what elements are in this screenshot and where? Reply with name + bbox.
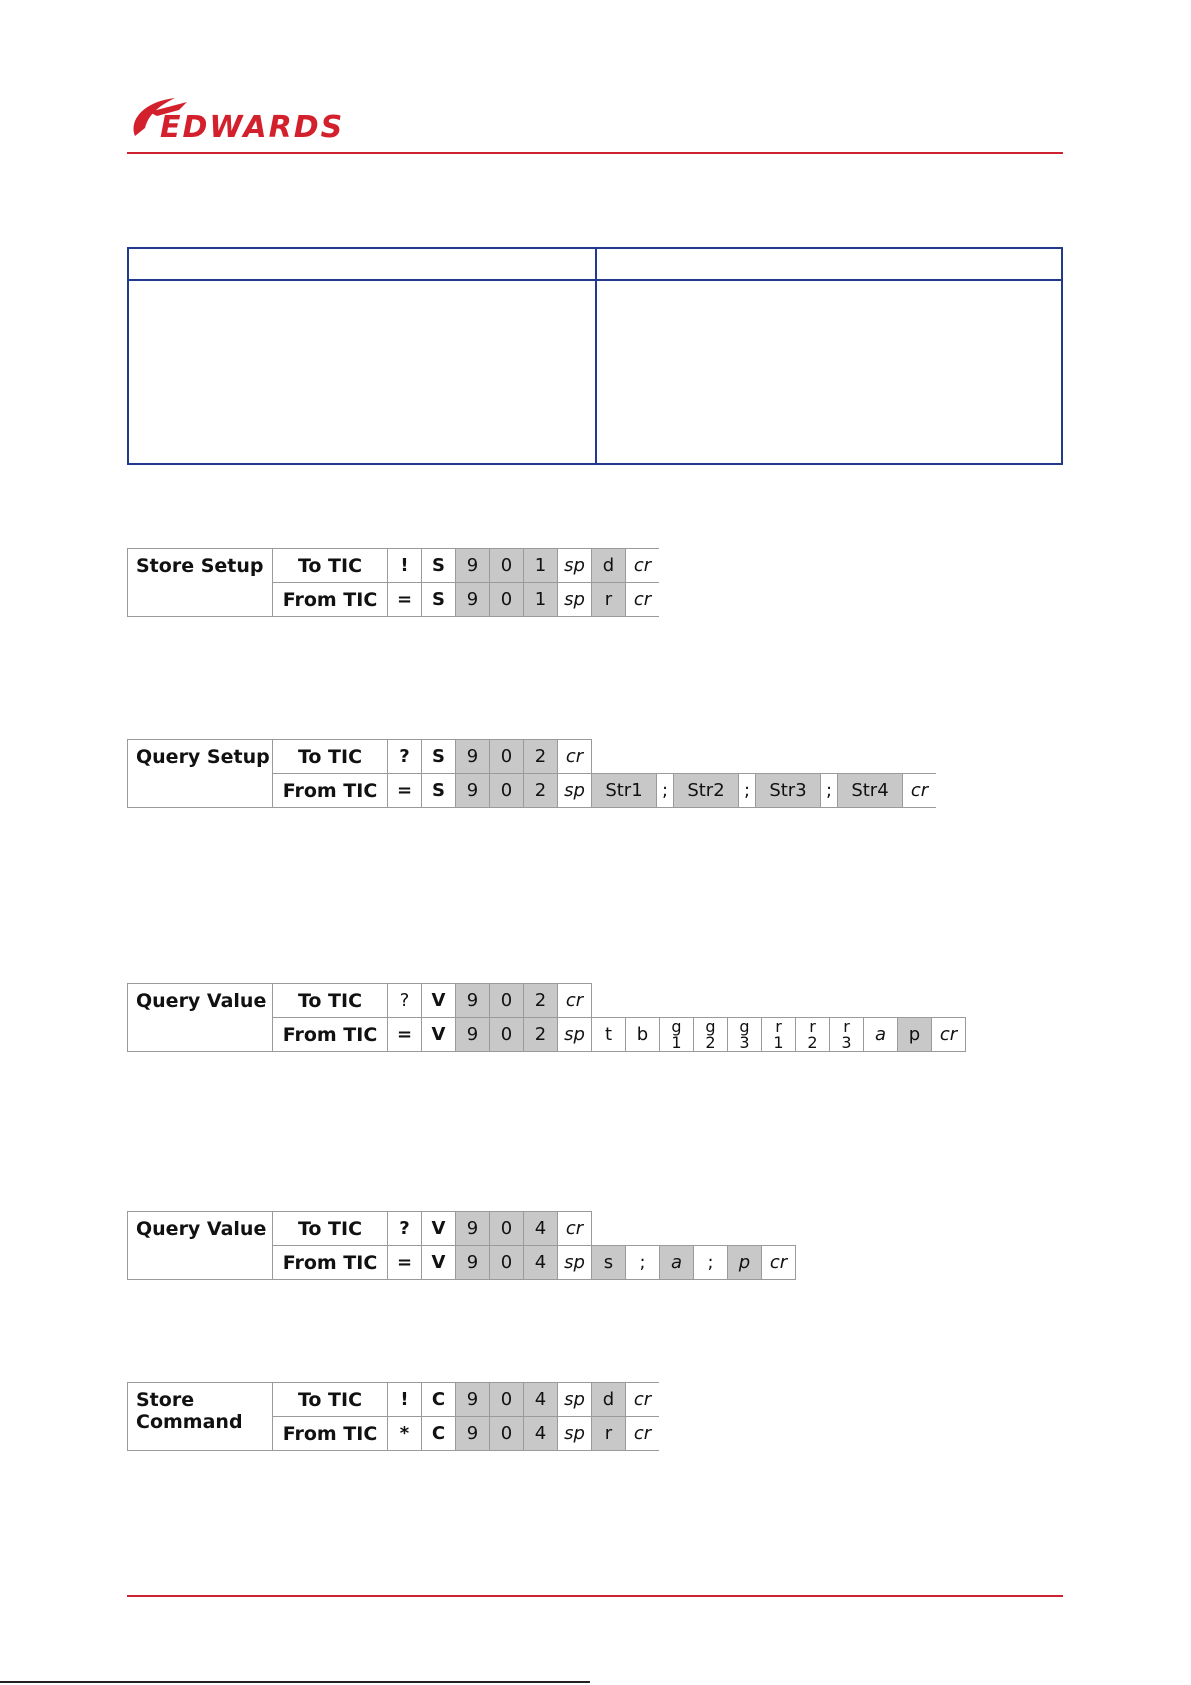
cell: cr (626, 583, 660, 617)
cell: 9 (456, 1212, 490, 1246)
cell: S (422, 549, 456, 583)
cell: cr (626, 1383, 660, 1417)
cell: t (592, 1018, 626, 1052)
direction-label: To TIC (273, 740, 388, 774)
cell: 4 (524, 1246, 558, 1280)
empty-table-body-cell-2 (596, 280, 1062, 464)
cell: g 2 (694, 1018, 728, 1052)
cell: sp (558, 1246, 592, 1280)
logo-wordmark: EDWARDS (160, 110, 345, 145)
cell: p (728, 1246, 762, 1280)
direction-label: To TIC (273, 1212, 388, 1246)
cell: 9 (456, 1417, 490, 1451)
cell: 2 (524, 984, 558, 1018)
cell: 2 (524, 740, 558, 774)
command-label: Query Value (128, 1212, 273, 1280)
direction-label: To TIC (273, 1383, 388, 1417)
cell: 0 (490, 549, 524, 583)
cell: r (592, 583, 626, 617)
cell: sp (558, 1417, 592, 1451)
command-label: Query Value (128, 984, 273, 1052)
cell: 0 (490, 1212, 524, 1246)
command-table-query-value-902 (127, 983, 966, 1052)
cell: r (592, 1417, 626, 1451)
cell: 9 (456, 1246, 490, 1280)
cell: 9 (456, 1018, 490, 1052)
cell: V (422, 984, 456, 1018)
empty-info-table (127, 247, 1063, 465)
cell: 4 (524, 1212, 558, 1246)
spacer (592, 740, 937, 774)
cell: s (592, 1246, 626, 1280)
cell: ? (388, 1212, 422, 1246)
command-table-store-command-904 (127, 1382, 659, 1451)
cell: 2 (524, 774, 558, 808)
to-tic-row (128, 549, 660, 583)
cell: ; (657, 774, 674, 808)
to-tic-row (128, 984, 966, 1018)
cell: 4 (524, 1383, 558, 1417)
cell: 1 (524, 583, 558, 617)
cell: ? (388, 984, 422, 1018)
cell: 0 (490, 740, 524, 774)
header-rule (127, 152, 1063, 154)
cell: = (388, 1246, 422, 1280)
cell: Str2 (674, 774, 739, 808)
cell: = (388, 774, 422, 808)
cell: cr (558, 1212, 592, 1246)
cell: C (422, 1417, 456, 1451)
cell: 0 (490, 774, 524, 808)
direction-label: From TIC (273, 583, 388, 617)
cell: ! (388, 1383, 422, 1417)
cell: ? (388, 740, 422, 774)
cell: d (592, 1383, 626, 1417)
cell: S (422, 774, 456, 808)
cell: ; (739, 774, 756, 808)
direction-label: From TIC (273, 774, 388, 808)
cell: Str3 (756, 774, 821, 808)
footer-baseline (0, 1681, 590, 1683)
direction-label: To TIC (273, 549, 388, 583)
cell: cr (626, 1417, 660, 1451)
cell: 9 (456, 549, 490, 583)
cell: d (592, 549, 626, 583)
command-label: Store Setup (128, 549, 273, 617)
cell: a (660, 1246, 694, 1280)
to-tic-row (128, 740, 937, 774)
cell: 0 (490, 1246, 524, 1280)
empty-table-body-row (128, 280, 1062, 464)
spacer (592, 1212, 796, 1246)
cell: 9 (456, 740, 490, 774)
cell: cr (932, 1018, 966, 1052)
cell: sp (558, 774, 592, 808)
command-table-query-setup-902 (127, 739, 936, 808)
edwards-logo (127, 92, 397, 150)
empty-table-header-cell-2 (596, 248, 1062, 280)
command-label: Store Command (128, 1383, 273, 1451)
cell: C (422, 1383, 456, 1417)
cell: V (422, 1018, 456, 1052)
cell: cr (558, 740, 592, 774)
cell: ; (694, 1246, 728, 1280)
cell: = (388, 1018, 422, 1052)
cell: 9 (456, 1383, 490, 1417)
cell: p (898, 1018, 932, 1052)
cell: Str4 (838, 774, 903, 808)
cell: 1 (524, 549, 558, 583)
cell: 0 (490, 1383, 524, 1417)
cell: a (864, 1018, 898, 1052)
direction-label: From TIC (273, 1246, 388, 1280)
empty-table-header-cell-1 (128, 248, 596, 280)
empty-table-header-row (128, 248, 1062, 280)
cell: cr (762, 1246, 796, 1280)
cell: sp (558, 1018, 592, 1052)
cell: cr (626, 549, 660, 583)
cell: 4 (524, 1417, 558, 1451)
to-tic-row (128, 1212, 796, 1246)
cell: g 1 (660, 1018, 694, 1052)
cell: Str1 (592, 774, 657, 808)
cell: V (422, 1246, 456, 1280)
cell: r 3 (830, 1018, 864, 1052)
cell: 9 (456, 984, 490, 1018)
cell: S (422, 583, 456, 617)
cell: sp (558, 1383, 592, 1417)
cell: 9 (456, 774, 490, 808)
cell: 0 (490, 984, 524, 1018)
direction-label: From TIC (273, 1018, 388, 1052)
cell: r 1 (762, 1018, 796, 1052)
cell: S (422, 740, 456, 774)
to-tic-row (128, 1383, 660, 1417)
command-table-query-value-904 (127, 1211, 796, 1280)
cell: ; (821, 774, 838, 808)
cell: b (626, 1018, 660, 1052)
cell: g 3 (728, 1018, 762, 1052)
cell: r 2 (796, 1018, 830, 1052)
footer-rule (127, 1595, 1063, 1597)
direction-label: From TIC (273, 1417, 388, 1451)
cell: sp (558, 583, 592, 617)
cell: V (422, 1212, 456, 1246)
cell: = (388, 583, 422, 617)
cell: ! (388, 549, 422, 583)
cell: cr (903, 774, 937, 808)
cell: sp (558, 549, 592, 583)
cell: 9 (456, 583, 490, 617)
command-table-store-setup-901 (127, 548, 659, 617)
cell: cr (558, 984, 592, 1018)
cell: 0 (490, 583, 524, 617)
cell: * (388, 1417, 422, 1451)
empty-table-body-cell-1 (128, 280, 596, 464)
cell: 2 (524, 1018, 558, 1052)
command-label: Query Setup (128, 740, 273, 808)
cell: ; (626, 1246, 660, 1280)
direction-label: To TIC (273, 984, 388, 1018)
spacer (592, 984, 966, 1018)
cell: 0 (490, 1018, 524, 1052)
cell: 0 (490, 1417, 524, 1451)
